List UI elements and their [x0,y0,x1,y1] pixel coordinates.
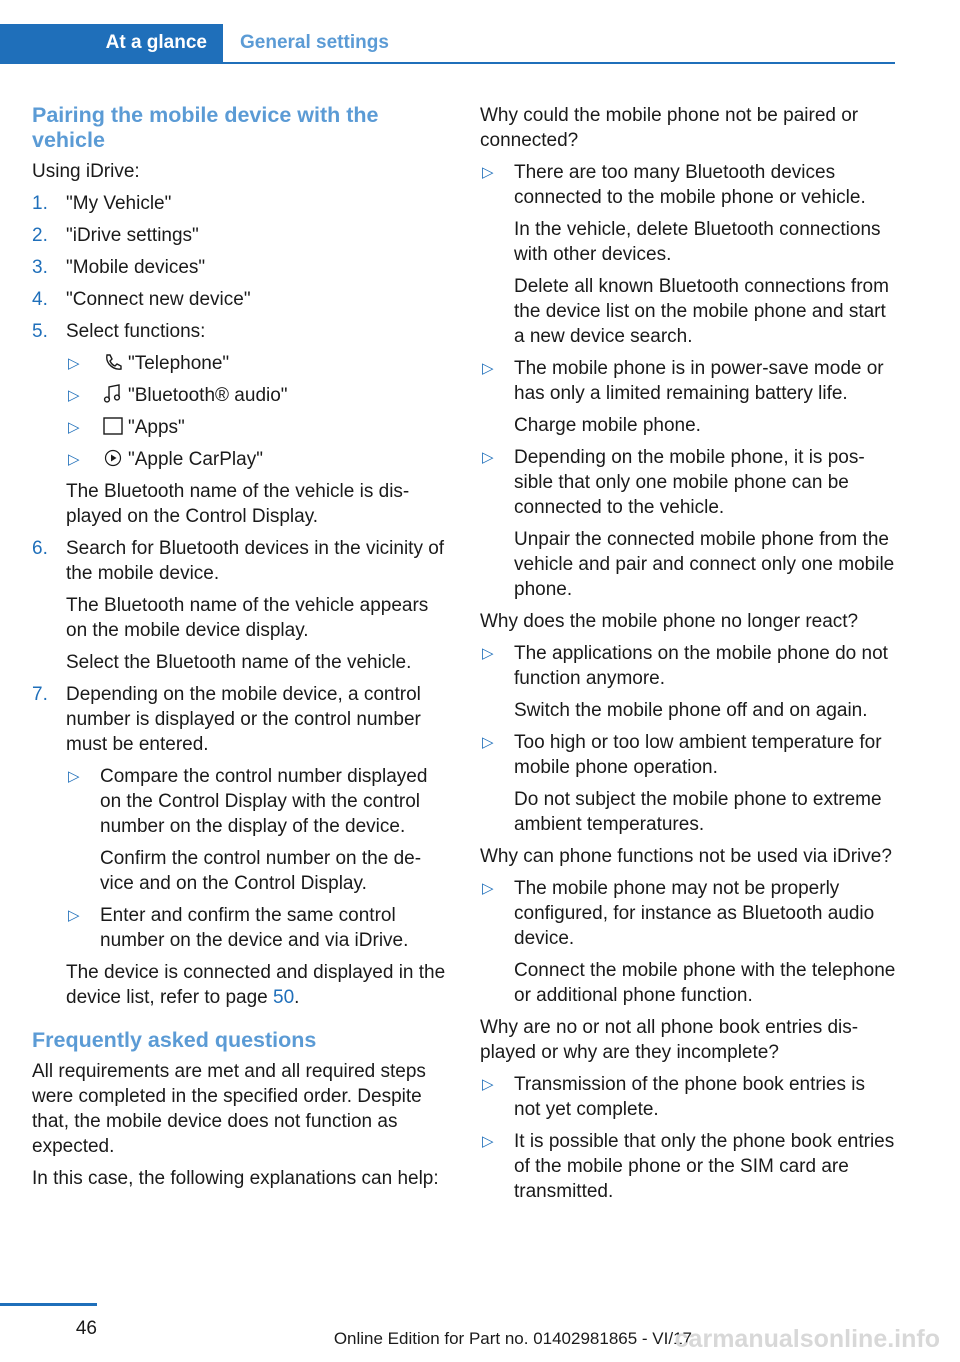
triangle-right-icon: ▷ [482,164,494,181]
page-number: 46 [75,1318,97,1339]
bullet-text: There are too many Bluetooth devices connected to the mobile phone or vehicle. [514,162,866,208]
faq-question: Why can phone functions not be used via iDrive? [480,846,892,867]
step-text: Select functions: [66,321,206,342]
bullet-note: Connect the mobile phone with the telephone or additional phone function. [514,960,896,1006]
step-text: "Connect new device" [66,289,251,310]
section-heading-pairing: Pairing the mobile device with the vehicle [32,103,379,152]
bullet-note: Do not subject the mobile phone to extreme ambient temperatures. [514,789,882,835]
bullet-text: The applications on the mobile phone do not function anymore. [514,643,888,689]
step-number: 6. [32,538,48,559]
footer-rule [0,1303,97,1306]
bullet-text: Depending on the mobile phone, it is possible that only one mobile phone can be connected to the vehicle. [514,447,865,518]
step-number: 5. [32,321,48,342]
bullet-note: Delete all known Bluetooth connections from the device list on the mobile phone and start a new device search. [514,276,889,347]
list-item [32,319,448,529]
triangle-right-icon: ▷ [68,907,80,924]
step-number: 7. [32,684,48,705]
bullet-text: The mobile phone may not be properly configured, for instance as Bluetooth audio device. [514,878,875,949]
bullet-text: Too high or too low ambient temperature for mobile phone operation. [514,732,882,778]
faq-paragraph: All requirements are met and all required steps were completed in the specified order. Despite that, the mobile device does not function as expected. [32,1061,426,1157]
apps-icon [102,416,124,436]
function-label: "Apple CarPlay" [128,449,263,470]
triangle-right-icon: ▷ [482,880,494,897]
list-item [32,223,448,248]
bullet-note: Confirm the control number on the device and on the Control Display. [100,848,422,894]
triangle-right-icon: ▷ [482,1133,494,1150]
watermark: carmanualsonline.info [674,1325,940,1353]
triangle-right-icon: ▷ [482,449,494,466]
bullet-text: It is possible that only the phone book entries of the mobile phone or the SIM card are transmitted. [514,1131,895,1202]
bullet-note: Switch the mobile phone off and on again. [514,700,868,721]
bullet-item [480,356,896,438]
intro-text: Using iDrive: [32,161,140,182]
step-text: "Mobile devices" [66,257,206,278]
bullet-note: In the vehicle, delete Bluetooth connections with other devices. [514,219,881,265]
section-heading-faq: Frequently asked questions [32,1028,317,1052]
note-text: The device is connected and displayed in the device list, refer to page [66,962,446,1008]
step-number: 1. [32,193,48,214]
triangle-right-icon: ▷ [482,734,494,751]
bullet-item [480,1129,896,1204]
list-item [32,682,448,1010]
triangle-right-icon: ▷ [68,451,80,468]
page-link[interactable]: 50 [273,987,295,1008]
list-item [32,287,448,312]
bullet-item [480,160,896,349]
tab-general-settings[interactable]: General settings [240,32,389,53]
step-number: 4. [32,289,48,310]
triangle-right-icon: ▷ [68,387,80,404]
note-punct: . [294,987,300,1008]
function-telephone [66,351,448,376]
bullet-text: The mobile phone is in power-save mode or has only a limited remaining battery life. [514,358,884,404]
triangle-right-icon: ▷ [482,1076,494,1093]
bullet-text: Compare the control number displayed on the Control Display with the control number on the display of the device. [100,766,428,837]
edition-text: Online Edition for Part no. 01402981865 - VI/17 [333,1329,692,1348]
function-label: "Bluetooth® audio" [128,385,288,406]
step-number: 3. [32,257,48,278]
list-item [32,255,448,280]
list-item [32,536,448,675]
step-text: Search for Bluetooth devices in the vicinity of the mobile device. [66,538,445,584]
carplay-icon [102,448,124,468]
faq-question: Why could the mobile phone not be paired or connected? [480,105,859,151]
bullet-note: Unpair the connected mobile phone from the vehicle and pair and connect only one mobile phone. [514,529,895,600]
step-note: Select the Bluetooth name of the vehicle. [66,652,412,673]
bullet-item [480,876,896,1008]
step-number: 2. [32,225,48,246]
step-note [66,960,448,1010]
header-tabbar [0,24,895,64]
function-apple-carplay [66,447,448,472]
faq-question: Why are no or not all phone book entries displayed or why are they incomplete? [480,1017,859,1063]
step-text: "My Vehicle" [66,193,172,214]
bullet-item [66,764,448,896]
step-note: The Bluetooth name of the vehicle is displayed on the Control Display. [66,481,410,527]
list-item [32,191,448,216]
function-label: "Telephone" [128,353,230,374]
tab-at-a-glance[interactable]: At a glance [0,24,223,62]
triangle-right-icon: ▷ [68,419,80,436]
triangle-right-icon: ▷ [68,355,80,372]
bullet-item [480,445,896,602]
triangle-right-icon: ▷ [482,645,494,662]
bullet-note: Charge mobile phone. [514,415,701,436]
bullet-item [480,1072,896,1122]
step-text: Depending on the mobile device, a control number is displayed or the control number must be entered. [66,684,421,755]
faq-question: Why does the mobile phone no longer react? [480,611,859,632]
function-apps [66,415,448,440]
triangle-right-icon: ▷ [482,360,494,377]
faq-paragraph: In this case, the following explanations can help: [32,1168,439,1189]
telephone-icon [102,352,124,372]
function-label: "Apps" [128,417,185,438]
bullet-item [66,903,448,953]
bullet-text: Enter and confirm the same control number on the device and via iDrive. [100,905,409,951]
bullet-item [480,641,896,723]
function-bluetooth-audio [66,383,448,408]
right-column [480,103,896,1211]
step-text: "iDrive settings" [66,225,199,246]
music-note-icon [102,384,124,404]
left-column [32,103,448,1198]
triangle-right-icon: ▷ [68,768,80,785]
bullet-text: Transmission of the phone book entries is not yet complete. [514,1074,865,1120]
step-note: The Bluetooth name of the vehicle appears on the mobile device display. [66,595,429,641]
bullet-item [480,730,896,837]
